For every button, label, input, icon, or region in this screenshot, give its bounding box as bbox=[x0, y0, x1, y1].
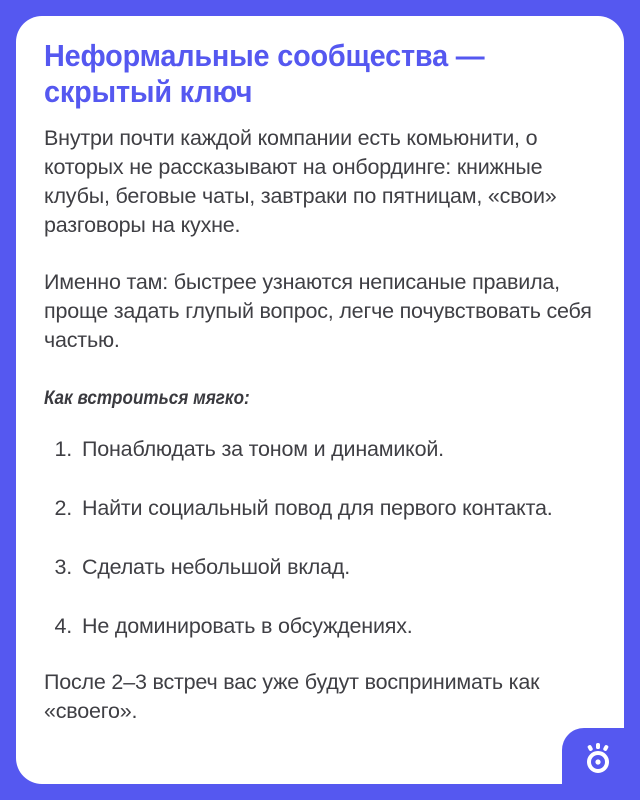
step-text: Найти социальный повод для первого контакта. bbox=[82, 496, 553, 520]
step-text: Не доминировать в обсуждениях. bbox=[82, 614, 413, 638]
brand-logo-icon bbox=[584, 742, 612, 774]
list-item bbox=[44, 553, 598, 582]
steps-subheading: Как встроиться мягко: bbox=[44, 388, 250, 409]
step-number: 4. bbox=[54, 614, 72, 638]
list-item bbox=[44, 494, 598, 523]
benefits-paragraph: Именно там: быстрее узнаются неписаные правила, проще задать глупый вопрос, легче почувствовать себя частью. bbox=[44, 270, 592, 352]
page-title: Неформальные сообщества — скрытый ключ bbox=[44, 38, 485, 109]
step-number: 2. bbox=[54, 496, 72, 520]
step-text: Понаблюдать за тоном и динамикой. bbox=[82, 437, 444, 461]
list-item bbox=[44, 435, 598, 464]
content-card bbox=[16, 16, 624, 784]
steps-list bbox=[44, 435, 598, 641]
step-number: 1. bbox=[54, 437, 72, 461]
closing-paragraph: После 2–3 встреч вас уже будут воспринимать как «своего». bbox=[44, 670, 540, 723]
list-item bbox=[44, 612, 598, 641]
step-text: Сделать небольшой вклад. bbox=[82, 555, 350, 579]
logo-tab bbox=[562, 728, 624, 784]
step-number: 3. bbox=[54, 555, 72, 579]
intro-paragraph: Внутри почти каждой компании есть комьюнити, о которых не рассказывают на онбординге: книжные клубы, беговые чаты, завтраки по пятницам, «свои» разговоры на кухне. bbox=[44, 126, 557, 237]
